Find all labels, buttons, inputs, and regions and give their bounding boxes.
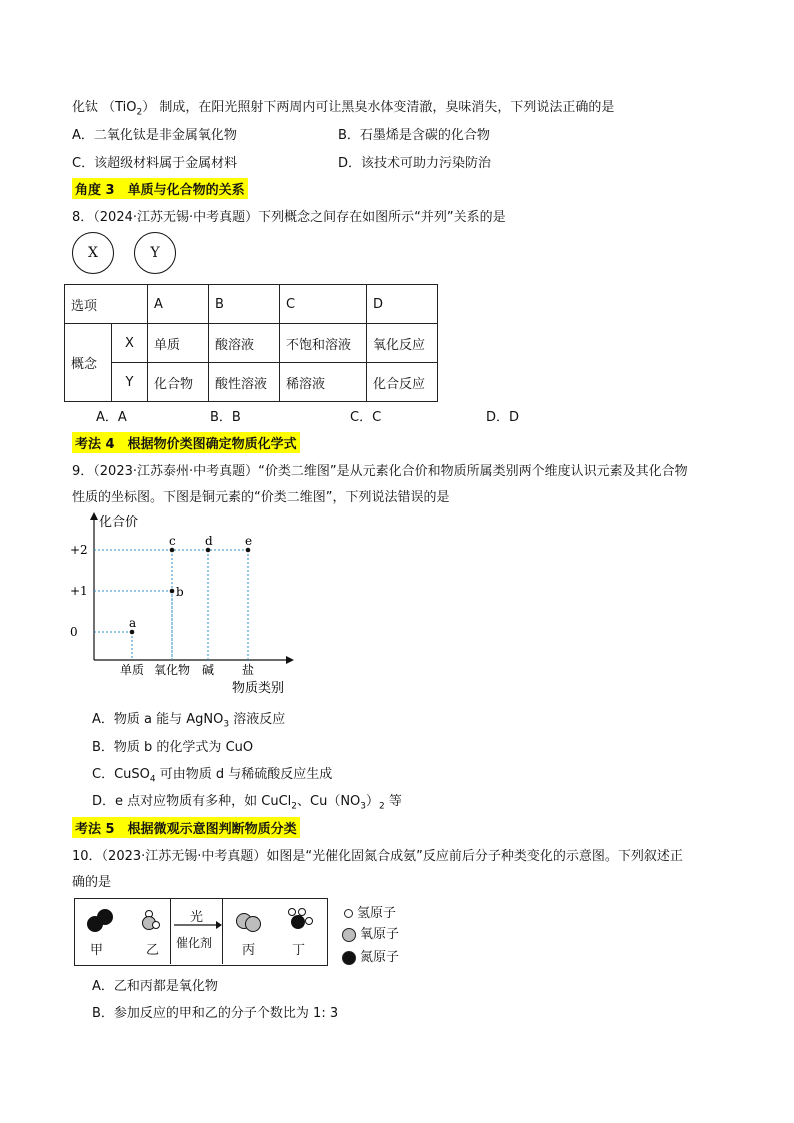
table-cell: 化合反应 — [367, 363, 438, 402]
q10-stem-line1: 10．（2023·江苏无锡·中考真题）如图是“光催化固氮合成氨”反应前后分子种类变化的示意图。下列叙述正 — [72, 849, 683, 864]
table-header-cell: C — [280, 285, 367, 324]
table-header-row — [65, 285, 438, 324]
label-jia: 甲 — [90, 943, 104, 958]
chart-point — [170, 589, 175, 594]
q7-intro-pre: 化钛 （TiO — [72, 100, 137, 115]
chart-x-tick-label: 单质 — [119, 663, 145, 677]
q7-option-c: C．该超级材料属于金属材料 — [72, 156, 238, 171]
chart-point-label: c — [169, 534, 176, 548]
q7-intro-sub: 2 — [136, 107, 143, 118]
chart-y-axis-arrow — [90, 512, 98, 520]
table-cell: 酸性溶液 — [209, 363, 280, 402]
q9-option-d-sub: 2 — [291, 801, 298, 812]
q9-option-d — [92, 790, 402, 812]
q7-option-d: D．该技术可助力污染防治 — [338, 156, 492, 171]
chart-x-axis-arrow — [286, 656, 294, 664]
q8-options-table — [64, 284, 438, 402]
legend-hydrogen-label: 氢原子 — [357, 906, 397, 921]
table-cell: 酸溶液 — [209, 324, 280, 363]
chart-point-label: d — [205, 534, 213, 548]
table-header-cell: D — [367, 285, 438, 324]
chart-xlabel: 物质类别 — [232, 681, 285, 696]
chart-point — [246, 548, 251, 553]
chart-point — [206, 548, 211, 553]
q9-option-d-sub: 3 — [360, 801, 367, 812]
arrow-label-light: 光 — [190, 910, 204, 925]
label-yi: 乙 — [146, 943, 160, 958]
table-group-label: 概念 — [65, 324, 112, 402]
table-header-cell: 选项 — [65, 285, 148, 324]
table-row-label: Y — [111, 363, 147, 402]
q9-option-c-post: 可由物质 d 与稀硫酸反应生成 — [155, 767, 333, 782]
q8-answer-a: A．A — [96, 410, 127, 425]
section-heading-angle3: 角度 3 单质与化合物的关系 — [72, 178, 248, 199]
circle-x — [72, 232, 114, 274]
q9-option-c — [92, 763, 332, 785]
section-heading-kaofa4: 考法 4 根据物价类图确定物质化学式 — [72, 432, 300, 453]
table-row — [65, 324, 438, 363]
chart-y-tick-label: +2 — [70, 543, 88, 557]
oxygen-atom-icon — [342, 928, 356, 942]
chart-ylabel: 化合价 — [99, 515, 139, 530]
q9-option-c-pre: C．CuSO — [92, 767, 150, 782]
legend-hydrogen — [344, 902, 396, 921]
section-heading-kaofa5: 考法 5 根据微观示意图判断物质分类 — [72, 817, 300, 838]
chart-point-label: e — [245, 534, 253, 548]
table-cell: 稀溶液 — [280, 363, 367, 402]
legend-oxygen-label: 氧原子 — [360, 927, 400, 942]
arrow-label-catalyst: 催化剂 — [176, 936, 213, 950]
nitrogen-atom-icon — [342, 951, 356, 965]
q9-option-d-sub: 2 — [379, 801, 385, 812]
q9-option-d-pre: D．e 点对应物质有多种，如 CuCl — [92, 794, 292, 809]
chart-x-tick-label: 盐 — [241, 663, 255, 677]
table-cell: 化合物 — [148, 363, 209, 402]
q9-stem-line2: 性质的坐标图。下图是铜元素的“价类二维图”，下列说法错误的是 — [72, 490, 450, 505]
q9-option-c-sub: 4 — [149, 774, 156, 785]
chart-point-label: b — [176, 585, 184, 599]
q9-option-a — [92, 708, 285, 730]
q9-stem-line1: 9．（2023·江苏泰州·中考真题）“价类二维图”是从元素化合价和物质所属类别两个维度认识元素及其化合物 — [72, 464, 688, 479]
valence-class-chart — [60, 508, 310, 700]
table-cell: 不饱和溶液 — [280, 324, 367, 363]
q8-stem: 8．（2024·江苏无锡·中考真题）下列概念之间存在如图所示“并列”关系的是 — [72, 210, 506, 225]
label-bing: 丙 — [242, 943, 256, 958]
circle-y-label: Y — [150, 245, 160, 261]
chart-y-tick-label: 0 — [70, 625, 78, 639]
q8-answer-c: C．C — [350, 410, 382, 425]
q10-option-b: B．参加反应的甲和乙的分子个数比为 1: 3 — [92, 1006, 339, 1021]
legend-nitrogen — [342, 946, 399, 965]
table-row — [65, 363, 438, 402]
q10-option-a: A．乙和丙都是氧化物 — [92, 979, 218, 994]
q7-intro-post: ） 制成，在阳光照射下两周内可让黑臭水体变清澈，臭味消失，下列说法正确的是 — [142, 100, 615, 115]
hydrogen-atom-icon — [344, 909, 353, 918]
q8-answer-b: B．B — [210, 410, 241, 425]
q7-intro — [72, 96, 614, 118]
q9-option-a-post: 溶液反应 — [229, 712, 286, 727]
legend-nitrogen-label: 氮原子 — [360, 950, 400, 965]
q10-stem-line2: 确的是 — [72, 875, 112, 890]
chart-point — [130, 630, 135, 635]
q9-option-d-mid2: ） — [366, 794, 380, 809]
molecule-ding — [282, 904, 318, 936]
chart-x-tick-label: 氧化物 — [153, 663, 191, 677]
chart-y-tick-label: +1 — [70, 584, 88, 598]
q7-option-b: B．石墨烯是含碳的化合物 — [338, 128, 490, 143]
chart-point-label: a — [129, 616, 137, 630]
q9-option-a-sub: 3 — [223, 719, 230, 730]
chart-point — [170, 548, 175, 553]
q9-option-a-pre: A．物质 a 能与 AgNO — [92, 712, 224, 727]
q9-option-d-post: 等 — [384, 794, 402, 809]
q9-option-d-mid: 、Cu（NO — [297, 794, 361, 809]
table-header-cell: B — [209, 285, 280, 324]
table-cell: 氧化反应 — [367, 324, 438, 363]
circle-x-label: X — [88, 245, 98, 261]
q7-option-a: A．二氧化钛是非金属氧化物 — [72, 128, 237, 143]
table-header-cell: A — [148, 285, 209, 324]
molecule-yi — [134, 906, 166, 936]
label-ding: 丁 — [292, 943, 306, 958]
q9-option-b: B．物质 b 的化学式为 CuO — [92, 740, 254, 755]
molecule-jia — [84, 906, 120, 936]
q8-answer-d: D．D — [486, 410, 520, 425]
reaction-arrow — [172, 920, 222, 930]
table-row-label: X — [111, 324, 147, 363]
circle-y — [134, 232, 176, 274]
legend-oxygen — [342, 923, 399, 942]
molecule-bing — [232, 908, 266, 936]
table-cell: 单质 — [148, 324, 209, 363]
chart-x-tick-label: 碱 — [201, 663, 215, 677]
